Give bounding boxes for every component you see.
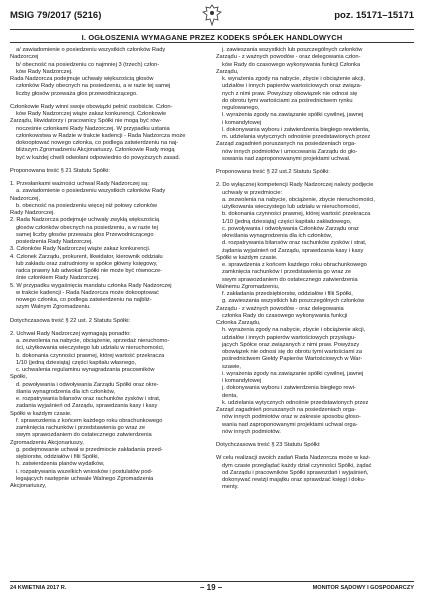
text-line: obowiązek nie odnosi się do obrotu tymi wartościami za	[222, 349, 363, 355]
text-line: g. zawieszania wszystkich lub poszczególnych członków	[222, 298, 365, 305]
text-line: b. dokonania czynności prawnej, której wartość przekracza	[16, 352, 165, 359]
text-line: liczby głosów przeważa głos przewodniczącego.	[16, 90, 138, 97]
text-line: śnie członkiem Rady Nadzorczej.	[16, 275, 100, 282]
text-line: dym czasie przeglądać każdy dział czynności Spółki, żądać	[222, 462, 372, 469]
text-line: dokooptować nowego członka, co podlega zatwierdzeniu na naj-	[16, 140, 179, 146]
text-line: Nadzorczej,	[10, 195, 41, 202]
text-line: g. podejmowanie uchwał w przedmiocie zakładania przed-	[16, 446, 163, 453]
text-line: k. wyrażenia zgody na nabycie, zbycie i obciążenie akcji,	[222, 76, 365, 82]
text-line: i komandytowej	[222, 378, 262, 384]
text-line: Zarząd zagadnień poruszanych na posiedzeniach orga-	[216, 407, 357, 413]
text-line: członka Rady do czasowego wykonywania funkcji	[222, 312, 348, 319]
text-line: Rada Nadzorcza podejmuje uchwały większością głosów	[10, 76, 154, 82]
text-line: zamknięcia rachunków i przedstawienia go wraz ze	[16, 425, 145, 431]
text-line: być w każdej chwili odwołani odpowiednio do powyższych zasad.	[16, 154, 181, 161]
text-line: Członkowie Rady winni swoje obowiązki pełnić osobiście. Człon-	[10, 103, 173, 110]
text-line: sowania nad zaproponowanymi projektami uchwał.	[222, 155, 351, 162]
text-line: nowego członka, co podlega zatwierdzeniu na najbliż-	[16, 297, 152, 303]
text-line: uchwały w przedmiocie:	[222, 189, 283, 196]
text-line: w trakcie kadencji - Rada Nadzorcza może dokooptować	[16, 289, 159, 296]
text-line: nych z nimi praw. Powyższy obowiązek nie odnosi się	[222, 90, 358, 97]
text-line: d. powoływania i odwoływania Zarządu Spółki oraz okre-	[16, 381, 159, 388]
text-line: h. wyrażenia zgody na nabycie, zbycie i obciążenie akcji,	[222, 327, 366, 334]
text-line: Zarządu - z ważnych powodów - oraz delegowania człon-	[216, 54, 361, 61]
section-title: I. OGŁOSZENIA WYMAGANE PRZEZ KODEKS SPÓŁEK HANDLOWYCH	[81, 33, 343, 42]
right-column	[216, 47, 414, 492]
text-line: ków Rady Nadzorczej.	[16, 68, 73, 75]
text-line: menty.	[222, 484, 239, 491]
text-line: wania nad zaproponowanymi projektami uchwał orga-	[222, 421, 358, 428]
text-line: j. zawieszania wszystkich lub poszczególnych członków	[222, 47, 363, 53]
text-line: Proponowana treść § 22 ust.2 Statutu Spółki:	[216, 169, 330, 175]
text-line: b/ obecność na posiedzeniu co najmniej 3 (trzech) człon-	[16, 61, 160, 68]
text-line: l. dokonywania wyboru i zatwierdzenia biegłego rewidenta,	[222, 126, 370, 133]
text-line: 3. Członków Rady Nadzorczej wiąże zakaz konkurencji.	[10, 246, 151, 253]
text-line: lub zakładu oraz zatrudniony w spółce główny księgowy,	[16, 260, 158, 267]
text-line: j. dokonywania wyboru i zatwierdzenia biegłego rewi-	[222, 385, 356, 392]
text-line: b. dokonania czynności prawnej, której wartość przekracza	[222, 211, 371, 218]
text-line: a. zezwolenia na nabycie, obciążenie, zbycie nieruchomości,	[222, 196, 376, 203]
text-line: Spółki,	[10, 374, 28, 381]
text-line: e. rozpatrywania bilansów oraz rachunków zysków i strat,	[16, 396, 161, 402]
text-line: a. zezwolenia na nabycie, obciążenie, sprzedaż nieruchomo-	[16, 338, 170, 344]
text-line: bliższym Zgromadzeniu Akcjonariuszy. Członkowie Rady mogą	[16, 147, 175, 154]
text-line: nów innych podmiotów i umocowania Zarządu do gło-	[222, 148, 358, 155]
text-line: Nadzorczej	[10, 54, 39, 61]
text-line: szym Walnym Zgromadzeniu.	[16, 304, 91, 311]
text-line: regulowanego,	[222, 105, 260, 111]
text-line: żądania wyjaśnień od Zarządu, sprawdzania kasy i kasy	[222, 247, 364, 254]
text-line: zamknięcia rachunków i przedstawienia go wraz ze	[222, 269, 351, 276]
text-line: l. wyrażenia zgody na zawiązanie spółki cywilnej, jawnej	[222, 112, 364, 119]
text-line: Zgromadzeniu Akcjonariuszy,	[10, 439, 84, 446]
text-line: członkowstwa w Radzie w trakcie kadencji - Rada Nadzorcza może	[16, 132, 186, 139]
position-range: poz. 15171–15171	[334, 10, 414, 21]
text-line: h. zatwierdzenia planów wydatków,	[16, 461, 105, 468]
text-line: nocześnie członkami Rady Nadzorczej. W przypadku ustania	[16, 125, 170, 132]
header-rule	[10, 29, 414, 30]
text-line: 5. W przypadku wygaśnięcia mandatu członka Rady Nadzorczej	[10, 282, 172, 289]
text-line: ślania wynagrodzenia dla ich członków,	[16, 388, 115, 395]
text-line: Zarządu - z ważnych powodów - oraz delegowania	[216, 305, 344, 312]
text-line: 2. Rada Nadzorcza podejmuje uchwały zwykłą większością	[10, 217, 160, 224]
left-column	[10, 47, 208, 490]
text-line: a. zawiadomienie o posiedzeniu wszystkich członków Rady	[16, 188, 166, 195]
text-line: W celu realizacji swoich zadań Rada Nadzorcza może w każ-	[216, 455, 371, 462]
text-line: e. sprawdzenia z końcem każdego roku obrachunkowego	[222, 262, 367, 268]
section-rule	[10, 42, 414, 43]
text-line: siębiorstw, oddziałów i filii Spółki,	[16, 454, 100, 460]
text-line: f. zakładania przedsiębiorstw, oddziałów i filii Spółki,	[222, 291, 353, 297]
text-line: denta,	[222, 392, 238, 399]
text-line: legających następnie uchwale Walnego Zgromadzenia	[16, 475, 154, 482]
text-line: c. powoływania i odwoływania Członków Zarządu oraz	[222, 225, 359, 232]
text-line: pośrednictwem Giełdy Papierów Wartościowych w War-	[222, 356, 363, 363]
text-line: Walnemu Zgromadzeniu,	[216, 283, 280, 290]
text-line: nów innych podmiotów.	[222, 428, 281, 435]
text-line: jących Spółce oraz związanych z nimi praw. Powyższy	[222, 341, 360, 348]
text-line: samej liczby głosów przeważa głos Przewodniczącego	[16, 231, 154, 238]
text-line: f. sprawozdenia z końcem każdego roku obrachunkowego	[16, 417, 163, 424]
footer-date: 24 KWIETNIA 2017 R.	[10, 585, 67, 591]
text-line: Zarządu, likwidatorzy i pracownicy Spółki nie mogą być rów-	[10, 118, 162, 125]
text-line: Spółki w każdym czasie.	[10, 410, 72, 417]
text-line: określania wynagrodzenia dla ich członków,	[222, 233, 333, 239]
text-line: 1/10 (jedną dziesiątą) części kapitału zakładowego,	[222, 218, 352, 225]
eagle-emblem-icon	[202, 3, 222, 29]
text-line: Członka Zarządu,	[216, 320, 261, 326]
text-line: 2. Do wyłącznej kompetencji Rady Nadzorczej należy podjęcie	[216, 182, 374, 189]
text-line: ści, użytkowania wieczystego lub udziału w nieruchomości,	[16, 345, 165, 352]
text-line: i. rozpatrywania wszelkich wniosków i postulatów pod-	[16, 468, 153, 475]
text-line: Dotychczasowa treść § 23 Statutu Spółki:	[216, 442, 321, 448]
text-line: swym sprawozdaniem do ostatecznego zatwierdzenia	[222, 276, 358, 283]
text-line: użytkowania wieczystego lub udziału w nieruchomości,	[222, 204, 361, 210]
text-line: udziałów i innych papierów wartościowych przysługu-	[222, 334, 357, 341]
page-number: – 19 –	[200, 583, 223, 592]
text-line: radca prawny lub adwokat Spółki nie może być równocze-	[16, 268, 163, 274]
text-line: c. uchwalenia regulaminu wynagradzania pracowników	[16, 367, 155, 373]
text-line: członków Rady obecnych na posiedzeniu, a w razie tej samej	[16, 83, 171, 90]
text-line: posiedzenia Rady Nadzorczej.	[16, 239, 93, 245]
text-line: Spółki w każdym czasie.	[216, 254, 278, 261]
text-line: Dotychczasowa treść § 22 ust. 2 Statutu Spółki:	[10, 317, 131, 324]
text-line: nów innych podmiotów oraz w zakresie sposobu głoso-	[222, 414, 361, 421]
text-line: Rady Nadzorczej.	[10, 210, 55, 216]
text-line: 1. Przesłankami ważności uchwał Rady Nadzorczej są:	[10, 181, 149, 187]
text-line: swym sprawozdaniem do ostatecznego zatwierdzenia	[16, 432, 152, 439]
text-line: k. udzielania wytycznych odnośnie przedstawionych przez	[222, 399, 369, 406]
text-line: Akcjonariuszy,	[10, 483, 47, 489]
text-line: b. obecność na posiedzeniu więcej niż połowy członków	[16, 202, 158, 209]
text-line: 4. Członek Zarządu, prokurent, likwidator, kierownik oddziału	[10, 253, 163, 260]
text-line: Zarząd zagadnień poruszanych na posiedzeniach orga-	[216, 141, 357, 148]
text-line: ków Rady do czasowego wykonywania funkcji Członka	[222, 61, 361, 68]
text-line: głosów członków obecnych na posiedzeniu, a w razie tej	[16, 224, 158, 231]
issue-number: MSIG 79/2017 (5216)	[10, 10, 102, 21]
text-line: do obrotu tymi wartościami za pośrednictwem rynku	[222, 97, 353, 104]
text-line: Zarządu,	[216, 68, 239, 75]
text-line: a/ zawiadomienie o posiedzeniu wszystkich członków Rady	[16, 47, 166, 53]
text-line: Proponowana treść § 21 Statutu Spółki:	[10, 167, 110, 174]
text-line: dokonywać rewizji majątku oraz sprawdzać księgi i doku-	[222, 477, 366, 483]
footer-rule	[10, 581, 414, 582]
text-line: zadania wyjaśnień od Zarządu, sprawdzania kasy i kasy	[16, 403, 158, 410]
text-line: szawie,	[222, 363, 241, 370]
text-line: i. wyrażenia zgody na zawiązanie spółki cywilnej, jawnej	[222, 370, 364, 377]
footer-publisher: MONITOR SĄDOWY I GOSPODARCZY	[312, 585, 414, 591]
text-line: 1/10 (jedną dziesiątą) części kapitału własnego,	[16, 359, 137, 366]
text-line: d. rozpatrywania bilansów oraz rachunków zysków i strat,	[222, 240, 367, 247]
text-line: m. udzielania wytycznych odnośnie przedstawionych przez	[222, 134, 371, 140]
text-line: udziałów i innych papierów wartościowych oraz związa-	[222, 83, 362, 90]
text-line: 2. Uchwał Rady Nadzorczej wymagają ponadto:	[10, 330, 131, 337]
text-line: od Zarządu i pracowników Spółki sprawozdań i wyjaśnień,	[222, 469, 369, 476]
text-line: ków Rady Nadzorczej wiąże zakaz konkurencji. Członkowie	[16, 111, 167, 117]
text-line: i komandytowej	[222, 119, 262, 126]
